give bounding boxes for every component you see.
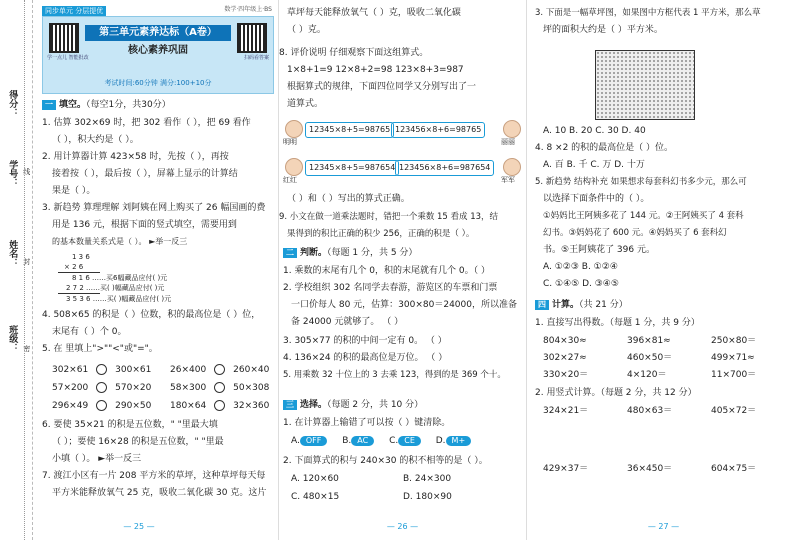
q5-options-cd: C. ①④⑤ D. ③④⑤: [543, 279, 619, 289]
option-label: C.: [389, 436, 399, 446]
q4-options: A. 百 B. 千 C. 万 D. 十万: [543, 160, 645, 170]
q6-line1: 6. 要使 35×21 的积是五位数，" "里最大填: [42, 420, 218, 430]
direct-calc-item: 4×120＝: [627, 370, 667, 380]
judge-q3: 3. 305×77 的积的中间一定有 0。 （ ）: [283, 336, 447, 346]
fold-line: [24, 0, 25, 540]
q5-options-ab: A. ①②③ B. ①②④: [543, 262, 618, 272]
class-label: 班级：: [7, 325, 18, 352]
section-fill: [42, 100, 171, 111]
compare-item: [170, 382, 269, 394]
section-calc: [535, 300, 628, 311]
mult-row: × 2 6: [64, 263, 84, 271]
q8-line1: 8. 评价说明 仔细观察下面这组算式。: [279, 48, 429, 58]
answer-circle[interactable]: [96, 382, 107, 393]
direct-calc-item: 330×20＝: [543, 370, 589, 380]
binding-margin: [0, 0, 33, 540]
answer-circle[interactable]: [214, 364, 225, 375]
compare-right: 32×360: [233, 401, 270, 411]
q6-line2: （ ）；要使 16×28 的积是五位数，" "里最: [52, 437, 224, 447]
series-tag: 同步单元 分层提优: [42, 6, 106, 17]
calc-part2-title: 2. 用竖式计算。（每题 2 分，共 12 分）: [535, 388, 697, 398]
q5-line1: 5. 新趋势 结构补充 如果想求每套科幻书多少元，那么可: [535, 177, 747, 187]
student-avatar: [285, 158, 303, 176]
direct-calc-item: 302×27≈: [543, 353, 587, 363]
direct-calc-item: 499×71≈: [711, 353, 755, 363]
student-avatar: [285, 120, 303, 138]
student-avatar: [503, 158, 521, 176]
judge-q2-line3: 备 24000 元就够了。 （ ）: [291, 317, 404, 327]
section-number: 一: [42, 100, 56, 110]
section-note: （每题 1 分，共 5 分）: [327, 248, 418, 258]
section-note: （每空1分，共30分）: [86, 100, 171, 110]
choice-option: D. 180×90: [403, 492, 452, 502]
title-banner: [42, 16, 274, 94]
section-title: 计算。: [552, 300, 580, 310]
section-number: 四: [535, 300, 549, 310]
student-no-label: 学号：: [7, 160, 18, 187]
section-note: （每题 2 分，共 10 分）: [327, 400, 424, 410]
column-calc-item: 36×450＝: [627, 464, 673, 474]
mult-row: 2 7 2 ……买( )幅藏品应付( )元: [66, 284, 165, 292]
q7-line1: 7. 渡江小区有一片 208 平方米的草坪，这种草坪每天每: [42, 471, 266, 481]
page-25: [0, 0, 278, 540]
section-title: 选择。: [300, 400, 328, 410]
column-calc-item: 604×75＝: [711, 464, 757, 474]
lawn-grid-figure: [595, 50, 695, 120]
qr-caption-right: 扫码看答案: [243, 55, 269, 61]
q8-line3: 根据算式的规律，下面四位同学又分别写出了一: [287, 82, 477, 92]
ac-key[interactable]: AC: [351, 436, 374, 446]
compare-right: 300×61: [115, 365, 152, 375]
compare-left: 296×49: [52, 401, 89, 411]
q7-cont-line1: 草坪每天能释放氧气（ ）克，吸收二氧化碳: [287, 8, 461, 18]
compare-left: 26×400: [170, 365, 207, 375]
equation-box: 123456×8+6=98765: [391, 122, 485, 138]
option-label: A.: [291, 436, 300, 446]
compare-right: 290×50: [115, 401, 152, 411]
answer-circle[interactable]: [96, 400, 107, 411]
q2-line3: 果是（ ）。: [52, 186, 96, 196]
direct-calc-item: 250×80＝: [711, 336, 757, 346]
q7-line2: 平方米能释放氧气 25 克，吸收二氧化碳 30 克。这片: [52, 488, 267, 498]
unit-subtitle: 核心素养巩固: [128, 45, 188, 56]
choice-option: B. 24×300: [403, 474, 452, 484]
student-avatar: [503, 120, 521, 138]
section-number: 二: [283, 248, 297, 258]
direct-calc-item: 11×700＝: [711, 370, 757, 380]
section-title: 判断。: [300, 248, 328, 258]
student-name: 明明: [283, 138, 297, 146]
q7-cont-line2: （ ）克。: [287, 25, 326, 35]
book-meta: 数学·四年级上·BS: [224, 6, 272, 13]
name-label: 姓名：: [7, 240, 18, 267]
student-name: 丽丽: [501, 138, 515, 146]
compare-item: [170, 400, 269, 412]
section-title: 填空。: [59, 100, 87, 110]
q5-line4: 幻书。③妈妈花了 600 元。④妈妈买了 6 套科幻: [543, 228, 727, 238]
equation-box: 12345×8+5=98765: [305, 122, 394, 138]
judge-q5: 5. 用乘数 32 十位上的 3 去乘 123，得到的是 369 个十。: [283, 370, 506, 380]
page-number: — 27 —: [647, 522, 680, 531]
column-calc-item: 480×63＝: [627, 406, 673, 416]
judge-q2-line2: 一口价每人 80 元，估算：300×80＝24000，所以准备: [291, 300, 517, 310]
choice-option: C. 480×15: [291, 492, 340, 502]
calculator-keys: [291, 436, 483, 447]
q4-line2: 末尾有（ ）个 0。: [52, 327, 127, 337]
choice-option: A. 120×60: [291, 474, 339, 484]
compare-right: 260×40: [233, 365, 270, 375]
m-plus-key[interactable]: M+: [446, 436, 472, 446]
compare-item: [52, 364, 151, 376]
answer-circle[interactable]: [96, 364, 107, 375]
compare-left: 180×64: [170, 401, 207, 411]
q5-line2: 以选择下面条件中的（ ）。: [543, 194, 650, 204]
student-name: 红红: [283, 176, 297, 184]
compare-left: 302×61: [52, 365, 89, 375]
column-calc-item: 429×37＝: [543, 464, 589, 474]
q2-line2: 接着按（ ），最后按（ ），屏幕上显示的计算结: [52, 169, 238, 179]
compare-item: [170, 364, 269, 376]
judge-q1: 1. 乘数的末尾有几个 0，积的末尾就有几个 0。（ ）: [283, 266, 490, 276]
q3-line1: 3. 新趋势 算理理解 刘阿姨在网上购买了 26 幅国画的费: [42, 203, 266, 213]
q9-line1: 9. 小文在做一道乘法题时，错把一个乘数 15 看成 13，结: [279, 212, 499, 222]
mult-row: 1 3 6: [72, 253, 90, 261]
q2-line1: 2. 用计算器计算 423×58 时，先按（ ），再按: [42, 152, 229, 162]
q8-line4: 道算式。: [287, 99, 324, 109]
q5-line5: 书。⑤王阿姨花了 396 元。: [543, 245, 655, 255]
compare-item: [52, 400, 151, 412]
exam-info: 考试时间:60分钟 满分:100+10分: [104, 79, 212, 87]
calc-part1-title: 1. 直接写出得数。（每题 1 分，共 9 分）: [535, 318, 700, 328]
equation-box: 12345×8+5=987654: [305, 160, 399, 176]
option-label: D.: [435, 436, 446, 446]
direct-calc-item: 804×30≈: [543, 336, 587, 346]
q5-line3: ①妈妈比王阿姨多花了 144 元。②王阿姨买了 4 套科: [543, 211, 744, 221]
choice-q1: 1. 在计算器上输错了可以按（ ）键清除。: [283, 418, 451, 428]
q5-line: 5. 在 里填上">""<"或"="。: [42, 344, 158, 354]
fold-mark-mi: 密: [22, 345, 31, 352]
q1-line2: （ ），积大约是（ ）。: [52, 135, 139, 145]
q3-line3: 的基本数量关系式是（ ）。 ►举一反三: [52, 237, 188, 246]
compare-left: 57×200: [52, 383, 89, 393]
judge-q4: 4. 136×24 的积的最高位是万位。 （ ）: [283, 353, 448, 363]
column-calc-item: 405×72＝: [711, 406, 757, 416]
off-key[interactable]: OFF: [300, 436, 328, 446]
q8-pattern: 1×8+1=9 12×8+2=98 123×8+3=987: [287, 65, 464, 75]
q1-line1: 1. 估算 302×69 时，把 302 看作（ ），把 69 看作: [42, 118, 251, 128]
column-calc-item: 324×21＝: [543, 406, 589, 416]
q8-answer-line: （ ）和（ ）写出的算式正确。: [287, 194, 410, 204]
q3-line2: 坪的面积大约是（ ）平方米。: [543, 25, 663, 35]
q9-line2: 果得到的积比正确的积少 256，正确的积是（ ）。: [287, 229, 475, 239]
q3-line1: 3. 下面是一幅草坪图，如果图中方框代表 1 平方米，那么草: [535, 8, 761, 18]
compare-right: 50×308: [233, 383, 270, 393]
option-label: B.: [342, 436, 352, 446]
fold-mark-xian: 线: [22, 168, 31, 175]
choice-q2: 2. 下面算式的积与 240×30 的积不相等的是（ ）。: [283, 456, 488, 466]
q6-line3: 小填（ ）。 ►举一反三: [52, 454, 142, 464]
page-header: [42, 6, 272, 16]
page-number: — 25 —: [123, 522, 155, 531]
answer-circle[interactable]: [214, 400, 225, 411]
mult-row: 8 1 6 ……买6幅藏品应付( )元: [72, 274, 168, 282]
section-number: 三: [283, 400, 297, 410]
q4-line1: 4. 508×65 的积是（ ）位数，积的最高位是（ ）位，: [42, 310, 261, 320]
section-judge: [283, 248, 417, 259]
compare-right: 570×20: [115, 383, 152, 393]
compare-left: 58×300: [170, 383, 207, 393]
q3-options: A. 10 B. 20 C. 30 D. 40: [543, 126, 646, 136]
compare-item: [52, 382, 151, 394]
q4-line: 4. 8 ×2 的积的最高位是（ ）位。: [535, 143, 674, 153]
direct-calc-item: 396×81≈: [627, 336, 671, 346]
student-name: 军军: [501, 176, 515, 184]
answer-circle[interactable]: [214, 382, 225, 393]
direct-calc-item: 460×50＝: [627, 353, 673, 363]
section-note: （共 21 分）: [579, 300, 628, 310]
q3-line2: 用是 136 元，根据下面的竖式填空，需要用到: [52, 220, 237, 230]
qr-caption-left: 学一点儿 智能批改: [47, 55, 89, 61]
score-label: 得分：: [7, 90, 18, 117]
page-26: [278, 0, 526, 540]
unit-title: 第三单元素养达标（A卷）: [85, 25, 231, 41]
section-choice: [283, 400, 423, 411]
page-number: — 26 —: [386, 522, 419, 531]
fold-mark-feng: 封: [22, 258, 31, 265]
equation-box: 123456×8+6=987654: [395, 160, 494, 176]
judge-q2-line1: 2. 学校组织 302 名同学去春游，游览区的车票和门票: [283, 283, 498, 293]
page-27: [526, 0, 800, 540]
vertical-multiplication: [58, 252, 171, 304]
ce-key[interactable]: CE: [398, 436, 421, 446]
mult-row: 3 5 3 6 ……买( )幅藏品应付( )元: [66, 295, 172, 303]
